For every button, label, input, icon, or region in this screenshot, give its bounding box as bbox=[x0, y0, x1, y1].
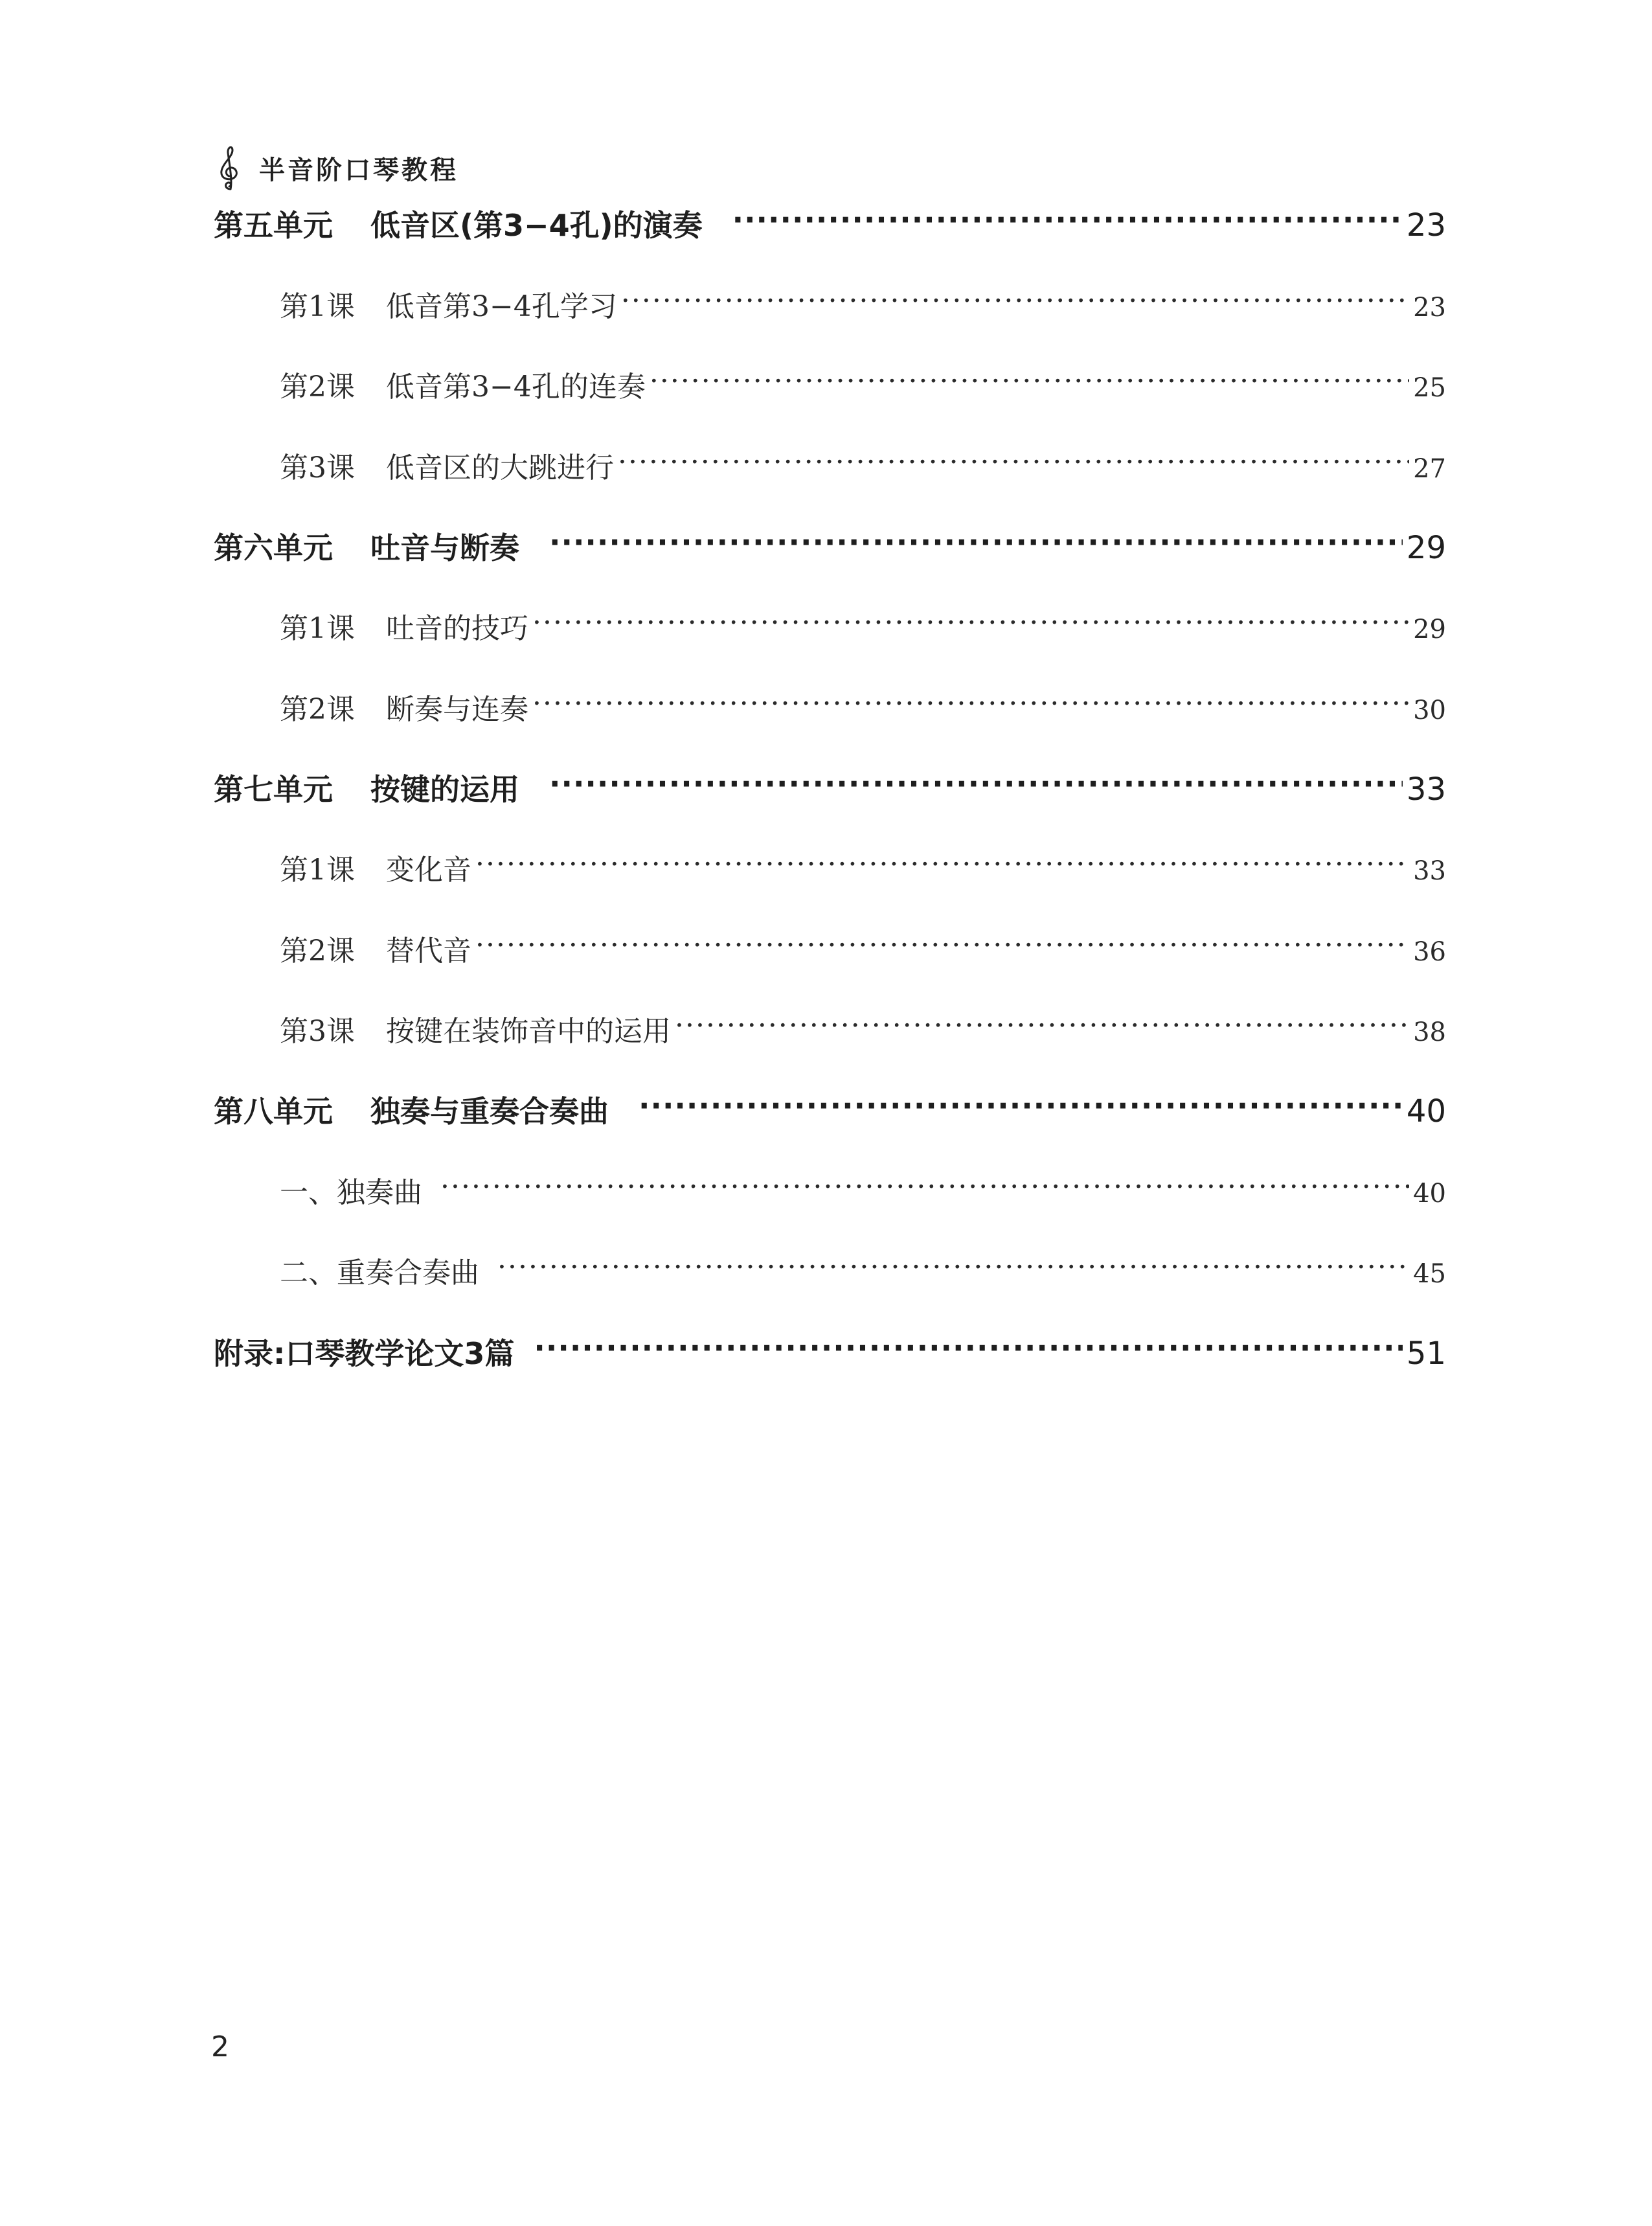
leader-dots bbox=[532, 609, 1409, 638]
toc-entry-page: 30 bbox=[1413, 696, 1446, 725]
toc-entry-title: 吐音的技巧 bbox=[386, 612, 528, 645]
toc-entry-lesson[interactable] bbox=[280, 927, 1446, 969]
toc-entry-page: 29 bbox=[1406, 530, 1446, 566]
toc-entry-label: 第五单元 bbox=[214, 208, 333, 243]
toc-entry-title: 低音区的大跳进行 bbox=[386, 451, 614, 484]
toc-entry-page: 38 bbox=[1413, 1017, 1446, 1047]
leader-dots bbox=[732, 206, 1403, 236]
toc-entry-lesson[interactable] bbox=[280, 846, 1446, 888]
toc-entry-lesson[interactable] bbox=[280, 686, 1446, 727]
toc-entry-page: 27 bbox=[1413, 454, 1446, 484]
leader-dots bbox=[675, 1012, 1409, 1041]
toc-entry-section[interactable] bbox=[280, 1249, 1446, 1291]
toc-entry-title: 按键的运用 bbox=[370, 772, 519, 807]
toc-entry-lesson[interactable] bbox=[280, 283, 1446, 324]
toc-entry-page: 33 bbox=[1413, 856, 1446, 886]
toc-entry-page: 25 bbox=[1413, 373, 1446, 403]
toc-entry-label: 第2课 bbox=[280, 693, 355, 726]
toc-entry-page: 51 bbox=[1406, 1335, 1446, 1372]
toc-entry-lesson[interactable] bbox=[280, 605, 1446, 646]
toc-entry-label: 第3课 bbox=[280, 451, 355, 484]
toc-entry-title: 低音第3−4孔的连奏 bbox=[386, 370, 646, 403]
toc-entry-page: 29 bbox=[1413, 615, 1446, 644]
leader-dots bbox=[475, 851, 1409, 880]
toc-entry-title: 变化音 bbox=[386, 854, 471, 887]
toc-entry-title: 低音区(第3−4孔)的演奏 bbox=[370, 208, 703, 243]
toc-entry-title: 吐音与断奏 bbox=[370, 530, 519, 565]
leader-dots bbox=[618, 449, 1409, 477]
toc-entry-title: 低音第3−4孔学习 bbox=[386, 290, 617, 323]
toc-entry-label: 第七单元 bbox=[214, 772, 333, 807]
leader-dots bbox=[639, 1092, 1403, 1122]
leader-dots bbox=[650, 368, 1409, 396]
leader-dots bbox=[532, 690, 1409, 719]
leader-dots bbox=[621, 288, 1409, 316]
toc-entry-unit[interactable] bbox=[214, 525, 1446, 567]
toc-entry-label: 第六单元 bbox=[214, 530, 333, 565]
toc-entry-label: 第1课 bbox=[280, 612, 355, 645]
toc-entry-page: 40 bbox=[1413, 1179, 1446, 1209]
book-title: 半音阶口琴教程 bbox=[259, 154, 458, 185]
toc-entry-lesson[interactable] bbox=[280, 363, 1446, 405]
toc-entry-page: 45 bbox=[1413, 1259, 1446, 1289]
leader-dots bbox=[549, 528, 1403, 558]
leader-dots bbox=[475, 932, 1409, 960]
toc-entry-label: 第1课 bbox=[280, 854, 355, 887]
toc-entry-unit[interactable] bbox=[214, 202, 1446, 245]
toc-entry-label: 第八单元 bbox=[214, 1094, 333, 1129]
toc-entry-page: 23 bbox=[1406, 207, 1446, 244]
leader-dots bbox=[549, 770, 1403, 800]
toc-entry-section[interactable] bbox=[280, 1169, 1446, 1210]
toc-entry-title: 附录:口琴教学论文3篇 bbox=[214, 1336, 515, 1371]
toc-entry-title: 按键在装饰音中的运用 bbox=[386, 1015, 671, 1048]
toc-entry-title: 断奏与连奏 bbox=[386, 693, 528, 726]
toc-entry-appendix[interactable] bbox=[214, 1330, 1446, 1373]
toc-entry-unit[interactable] bbox=[214, 766, 1446, 809]
toc-entry-unit[interactable] bbox=[214, 1088, 1446, 1131]
toc-entry-label: 第2课 bbox=[280, 370, 355, 403]
toc-entry-title: 替代音 bbox=[386, 935, 471, 968]
toc-entry-lesson[interactable] bbox=[280, 444, 1446, 486]
toc-entry-page: 40 bbox=[1406, 1093, 1446, 1130]
leader-dots bbox=[534, 1334, 1403, 1364]
toc-entry-title: 一、独奏曲 bbox=[280, 1176, 422, 1209]
toc-entry-page: 23 bbox=[1413, 293, 1446, 323]
toc-entry-label: 第3课 bbox=[280, 1015, 355, 1048]
toc-entry-title: 独奏与重奏合奏曲 bbox=[370, 1094, 609, 1129]
toc-entry-label: 第2课 bbox=[280, 935, 355, 968]
toc-entry-page: 33 bbox=[1406, 771, 1446, 808]
toc-entry-page: 36 bbox=[1413, 937, 1446, 967]
leader-dots bbox=[497, 1254, 1409, 1282]
toc-entry-title: 二、重奏合奏曲 bbox=[280, 1256, 479, 1289]
toc-entry-label: 第1课 bbox=[280, 290, 355, 323]
page-number: 2 bbox=[211, 2030, 229, 2063]
leader-dots bbox=[440, 1174, 1409, 1202]
toc-entry-lesson[interactable] bbox=[280, 1008, 1446, 1049]
